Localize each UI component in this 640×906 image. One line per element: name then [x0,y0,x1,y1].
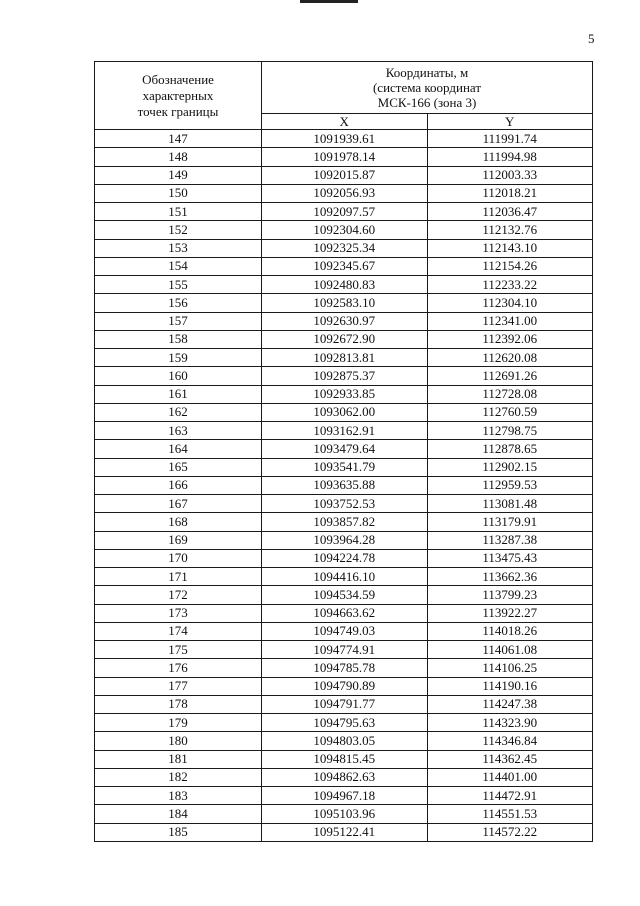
table-row [95,787,593,805]
x-coordinate-cell: 1094803.05 [262,732,428,750]
y-coordinate-cell: 112036.47 [427,203,593,221]
table-row [95,495,593,513]
x-coordinate-cell: 1094224.78 [262,549,428,567]
table-row [95,823,593,841]
x-coordinate-cell: 1091978.14 [262,148,428,166]
y-coordinate-cell: 112728.08 [427,385,593,403]
table-row [95,458,593,476]
x-coordinate-cell: 1094862.63 [262,768,428,786]
x-coordinate-cell: 1095103.96 [262,805,428,823]
point-number-cell: 184 [95,805,262,823]
y-coordinate-cell: 114362.45 [427,750,593,768]
x-coordinate-cell: 1092304.60 [262,221,428,239]
point-number-cell: 177 [95,677,262,695]
table-row [95,203,593,221]
x-coordinate-cell: 1094815.45 [262,750,428,768]
x-coordinate-cell: 1092015.87 [262,166,428,184]
point-number-cell: 148 [95,148,262,166]
point-number-cell: 164 [95,440,262,458]
x-coordinate-cell: 1093635.88 [262,476,428,494]
table-row [95,403,593,421]
y-coordinate-cell: 112341.00 [427,312,593,330]
header-point-line: Обозначение [142,71,214,87]
point-number-cell: 169 [95,531,262,549]
table-row [95,604,593,622]
y-coordinate-cell: 111994.98 [427,148,593,166]
x-coordinate-cell: 1093479.64 [262,440,428,458]
table-row [95,768,593,786]
y-coordinate-cell: 112304.10 [427,294,593,312]
point-number-cell: 171 [95,568,262,586]
x-coordinate-cell: 1093541.79 [262,458,428,476]
coordinates-header [262,62,593,114]
table-row [95,568,593,586]
header-point-line: точек границы [137,103,219,119]
x-column-header: X [262,114,428,130]
x-coordinate-cell: 1095122.41 [262,823,428,841]
x-coordinate-cell: 1093162.91 [262,422,428,440]
table-row [95,677,593,695]
y-coordinate-cell: 113922.27 [427,604,593,622]
table-row [95,549,593,567]
point-number-cell: 168 [95,513,262,531]
y-coordinate-cell: 114106.25 [427,659,593,677]
y-coordinate-cell: 112620.08 [427,349,593,367]
point-number-cell: 181 [95,750,262,768]
y-coordinate-cell: 114018.26 [427,622,593,640]
point-number-cell: 170 [95,549,262,567]
point-number-cell: 149 [95,166,262,184]
x-coordinate-cell: 1091939.61 [262,130,428,148]
y-coordinate-cell: 114551.53 [427,805,593,823]
header-coords-line: (система координат [372,80,482,95]
x-coordinate-cell: 1093964.28 [262,531,428,549]
point-number-cell: 166 [95,476,262,494]
y-coordinate-cell: 113799.23 [427,586,593,604]
y-coordinate-cell: 114401.00 [427,768,593,786]
point-number-cell: 174 [95,622,262,640]
table-row [95,641,593,659]
table-row [95,166,593,184]
point-number-cell: 156 [95,294,262,312]
x-coordinate-cell: 1094795.63 [262,714,428,732]
y-coordinate-cell: 112959.53 [427,476,593,494]
point-number-cell: 167 [95,495,262,513]
y-coordinate-cell: 114247.38 [427,695,593,713]
x-coordinate-cell: 1092813.81 [262,349,428,367]
point-number-cell: 153 [95,239,262,257]
point-number-cell: 161 [95,385,262,403]
x-coordinate-cell: 1094749.03 [262,622,428,640]
point-number-cell: 180 [95,732,262,750]
point-number-cell: 176 [95,659,262,677]
x-coordinate-cell: 1093062.00 [262,403,428,421]
table-row [95,239,593,257]
x-coordinate-cell: 1092672.90 [262,330,428,348]
y-coordinate-cell: 112392.06 [427,330,593,348]
point-number-cell: 158 [95,330,262,348]
table-row [95,695,593,713]
point-number-cell: 157 [95,312,262,330]
page-number: 5 [588,31,595,46]
point-number-cell: 175 [95,641,262,659]
table-row [95,622,593,640]
header-coords-line: МСК-166 (зона 3) [377,95,477,110]
point-number-cell: 183 [95,787,262,805]
table-row [95,294,593,312]
y-coordinate-cell: 114323.90 [427,714,593,732]
point-designation-header [95,62,262,130]
point-number-cell: 150 [95,184,262,202]
point-number-cell: 172 [95,586,262,604]
y-coordinate-cell: 112233.22 [427,276,593,294]
table-row [95,659,593,677]
x-coordinate-cell: 1094416.10 [262,568,428,586]
point-number-cell: 159 [95,349,262,367]
table-row [95,513,593,531]
x-coordinate-cell: 1092630.97 [262,312,428,330]
y-coordinate-cell: 113287.38 [427,531,593,549]
point-number-cell: 179 [95,714,262,732]
x-coordinate-cell: 1092875.37 [262,367,428,385]
x-coordinate-cell: 1092325.34 [262,239,428,257]
table-row [95,714,593,732]
point-number-cell: 155 [95,276,262,294]
table-row [95,221,593,239]
x-coordinate-cell: 1094967.18 [262,787,428,805]
point-number-cell: 152 [95,221,262,239]
header-coords-line: Координаты, м [385,65,469,80]
x-coordinate-cell: 1093857.82 [262,513,428,531]
y-column-header: Y [427,114,593,130]
table-row [95,130,593,148]
point-number-cell: 154 [95,257,262,275]
y-coordinate-cell: 112798.75 [427,422,593,440]
y-coordinate-cell: 111991.74 [427,130,593,148]
y-coordinate-cell: 114061.08 [427,641,593,659]
y-coordinate-cell: 112760.59 [427,403,593,421]
y-coordinate-cell: 114572.22 [427,823,593,841]
x-coordinate-cell: 1094774.91 [262,641,428,659]
table-row [95,367,593,385]
x-coordinate-cell: 1092345.67 [262,257,428,275]
y-coordinate-cell: 112154.26 [427,257,593,275]
y-coordinate-cell: 114472.91 [427,787,593,805]
table-row [95,349,593,367]
table-row [95,732,593,750]
point-number-cell: 160 [95,367,262,385]
table-row [95,330,593,348]
x-coordinate-cell: 1094534.59 [262,586,428,604]
y-coordinate-cell: 113081.48 [427,495,593,513]
y-coordinate-cell: 114190.16 [427,677,593,695]
y-coordinate-cell: 112018.21 [427,184,593,202]
table-row [95,276,593,294]
point-number-cell: 178 [95,695,262,713]
table-row [95,531,593,549]
y-coordinate-cell: 112691.26 [427,367,593,385]
coordinates-table [94,61,593,842]
y-coordinate-cell: 112878.65 [427,440,593,458]
x-coordinate-cell: 1092097.57 [262,203,428,221]
y-coordinate-cell: 114346.84 [427,732,593,750]
table-row [95,476,593,494]
header-point-line: характерных [142,87,214,103]
x-coordinate-cell: 1092583.10 [262,294,428,312]
table-body [95,130,593,842]
table-row [95,586,593,604]
x-coordinate-cell: 1092056.93 [262,184,428,202]
x-coordinate-cell: 1094790.89 [262,677,428,695]
x-coordinate-cell: 1093752.53 [262,495,428,513]
y-coordinate-cell: 112003.33 [427,166,593,184]
point-number-cell: 173 [95,604,262,622]
point-number-cell: 165 [95,458,262,476]
x-coordinate-cell: 1092480.83 [262,276,428,294]
table-row [95,184,593,202]
point-number-cell: 185 [95,823,262,841]
point-number-cell: 163 [95,422,262,440]
table-row [95,440,593,458]
x-coordinate-cell: 1092933.85 [262,385,428,403]
table-row [95,805,593,823]
y-coordinate-cell: 113662.36 [427,568,593,586]
point-number-cell: 147 [95,130,262,148]
point-number-cell: 151 [95,203,262,221]
y-coordinate-cell: 112132.76 [427,221,593,239]
x-coordinate-cell: 1094791.77 [262,695,428,713]
y-coordinate-cell: 112902.15 [427,458,593,476]
table-row [95,750,593,768]
x-coordinate-cell: 1094663.62 [262,604,428,622]
table-row [95,385,593,403]
y-coordinate-cell: 113179.91 [427,513,593,531]
y-coordinate-cell: 112143.10 [427,239,593,257]
table-row [95,257,593,275]
x-coordinate-cell: 1094785.78 [262,659,428,677]
table-row [95,148,593,166]
table-row [95,312,593,330]
y-coordinate-cell: 113475.43 [427,549,593,567]
point-number-cell: 182 [95,768,262,786]
top-rule [300,0,358,3]
point-number-cell: 162 [95,403,262,421]
table-row [95,422,593,440]
